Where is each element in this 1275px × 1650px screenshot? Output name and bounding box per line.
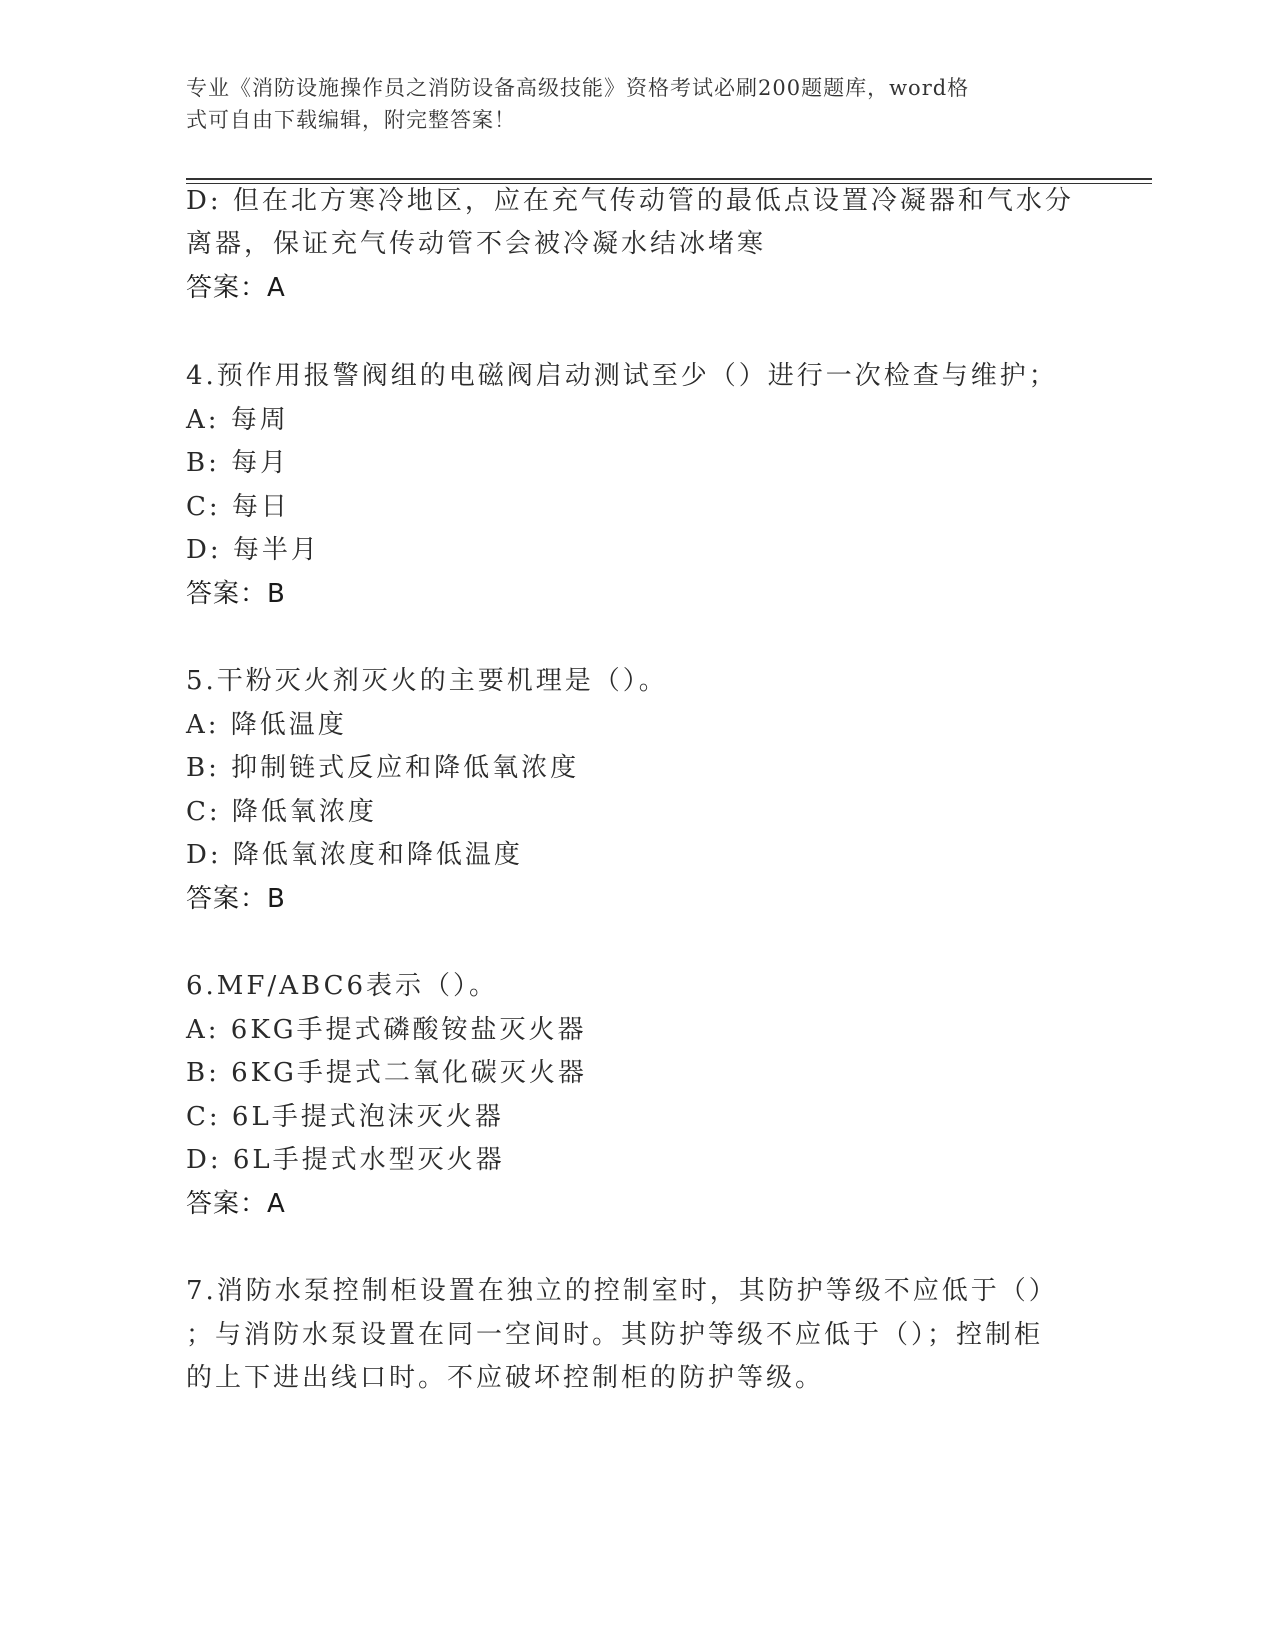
q5-option-b: B: 抑制链式反应和降低氧浓度 <box>186 753 580 783</box>
q3-option-d-line-2: 离器，保证充气传动管不会被冷凝水结冰堵寒 <box>186 229 767 259</box>
q7-stem-line-3: 的上下进出线口时。不应破坏控制柜的防护等级。 <box>186 1363 825 1393</box>
q5-option-d: D: 降低氧浓度和降低温度 <box>186 840 523 870</box>
q4-option-a: A: 每周 <box>186 405 289 435</box>
header-rule-thick <box>186 178 1152 180</box>
header-line-2: 式可自由下载编辑，附完整答案！ <box>186 108 516 132</box>
q4-stem: 4.预作用报警阀组的电磁阀启动测试至少（）进行一次检查与维护； <box>186 361 1058 391</box>
q6-option-a: A: 6KG手提式磷酸铵盐灭火器 <box>186 1015 587 1045</box>
q4-option-d: D: 每半月 <box>186 535 320 565</box>
q5-answer: 答案：B <box>186 884 286 914</box>
q6-option-c: C: 6L手提式泡沫灭火器 <box>186 1102 504 1132</box>
q3-answer: 答案：A <box>186 273 286 303</box>
q3-option-d-line-1: D: 但在北方寒冷地区，应在充气传动管的最低点设置冷凝器和气水分 <box>186 186 1074 216</box>
q6-answer: 答案：A <box>186 1189 286 1219</box>
q5-option-c: C: 降低氧浓度 <box>186 797 377 827</box>
q7-stem-line-1: 7.消防水泵控制柜设置在独立的控制室时，其防护等级不应低于（） <box>186 1276 1058 1306</box>
q6-option-d: D: 6L手提式水型灭火器 <box>186 1145 505 1175</box>
q6-option-b: B: 6KG手提式二氧化碳灭火器 <box>186 1058 587 1088</box>
q4-option-b: B: 每月 <box>186 448 290 478</box>
q4-answer: 答案：B <box>186 579 286 609</box>
q5-stem: 5.干粉灭火剂灭火的主要机理是（）。 <box>186 666 668 696</box>
q5-option-a: A: 降低温度 <box>186 710 347 740</box>
document-header <box>186 72 1066 136</box>
q4-option-c: C: 每日 <box>186 492 290 522</box>
q6-stem: 6.MF/ABC6表示（）。 <box>186 971 499 1001</box>
header-line-1: 专业《消防设施操作员之消防设备高级技能》资格考试必刷200题题库，word格 <box>186 76 970 100</box>
q7-stem-line-2: ；与消防水泵设置在同一空间时。其防护等级不应低于（）；控制柜 <box>186 1320 1044 1350</box>
